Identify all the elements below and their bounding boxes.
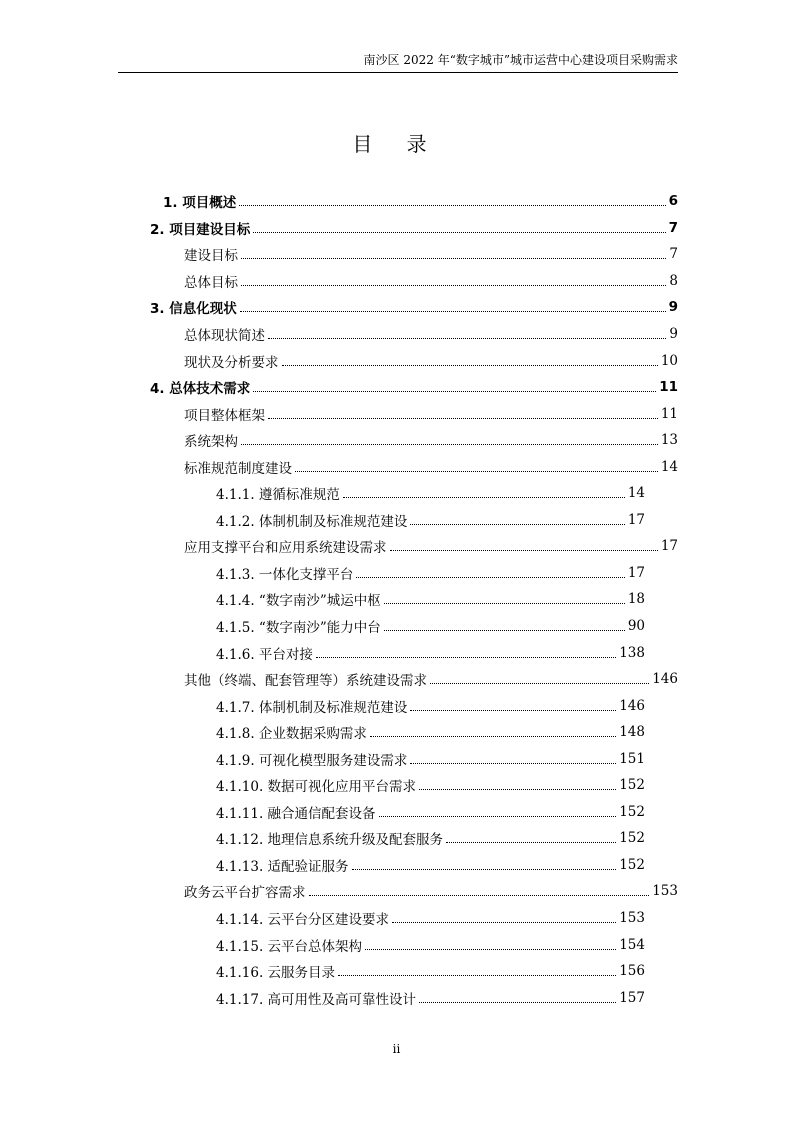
toc-entry[interactable]	[184, 241, 678, 268]
toc-entry-label: 4.1.15. 云平台总体架构	[216, 938, 363, 955]
toc-entry[interactable]	[216, 825, 645, 852]
toc-entry-page: 9	[669, 326, 678, 342]
toc-dot-leader	[419, 788, 616, 790]
toc-dot-leader	[240, 310, 666, 312]
toc-entry-page: 154	[619, 936, 645, 953]
toc-entry[interactable]	[184, 268, 678, 295]
toc-entry-label: 4. 总体技术需求	[150, 381, 251, 398]
toc-entry[interactable]	[216, 560, 645, 587]
toc-entry-page: 17	[627, 564, 645, 581]
toc-dot-leader	[419, 1001, 616, 1003]
toc-entry[interactable]	[184, 666, 678, 693]
toc-entry[interactable]	[216, 745, 645, 772]
toc-entry-page: 152	[619, 803, 645, 820]
toc-entry-label: 4.1.11. 融合通信配套设备	[216, 805, 376, 822]
toc-entry-page: 7	[669, 246, 678, 263]
toc-entry[interactable]	[216, 480, 645, 507]
toc-entry-page: 153	[652, 883, 678, 900]
toc-dot-leader	[392, 921, 616, 923]
toc-entry[interactable]	[216, 639, 645, 666]
table-of-contents	[0, 188, 793, 1011]
toc-entry[interactable]	[150, 215, 678, 242]
toc-entry[interactable]	[150, 294, 678, 321]
toc-entry-label: 其他（终端、配套管理等）系统建设需求	[184, 673, 427, 690]
toc-entry-label: 4.1.13. 适配验证服务	[216, 858, 349, 875]
toc-dot-leader	[384, 629, 625, 631]
toc-entry-page: 18	[627, 591, 645, 608]
toc-dot-leader	[253, 390, 656, 392]
toc-entry-page: 90	[627, 618, 645, 635]
toc-entry[interactable]	[184, 878, 678, 905]
toc-entry[interactable]	[216, 799, 645, 826]
toc-dot-leader	[370, 735, 616, 737]
toc-entry-page: 148	[619, 724, 645, 741]
toc-entry-label: 4.1.6. 平台对接	[216, 646, 313, 663]
toc-entry-label: 4.1.5. “数字南沙”能力中台	[216, 620, 381, 637]
toc-dot-leader	[379, 815, 617, 817]
toc-entry-label: 4.1.4. “数字南沙”城运中枢	[216, 593, 381, 610]
toc-entry-label: 4.1.3. 一体化支撑平台	[216, 566, 354, 583]
toc-entry-page: 17	[627, 511, 645, 528]
toc-entry[interactable]	[216, 931, 645, 958]
toc-entry-label: 4.1.10. 数据可视化应用平台需求	[216, 779, 417, 796]
toc-entry-label: 4.1.14. 云平台分区建设要求	[216, 912, 390, 929]
toc-dot-leader	[410, 523, 624, 525]
toc-dot-leader	[239, 204, 665, 206]
page-number: ii	[392, 1042, 401, 1056]
toc-entry-label: 系统架构	[184, 434, 238, 451]
toc-dot-leader	[410, 762, 616, 764]
toc-entry-label: 项目整体框架	[184, 407, 265, 424]
toc-entry-page: 8	[669, 272, 678, 289]
toc-entry[interactable]	[184, 347, 678, 374]
toc-dot-leader	[390, 549, 658, 551]
toc-entry-page: 146	[619, 697, 645, 714]
toc-entry[interactable]	[216, 586, 645, 613]
toc-entry-label: 1. 项目概述	[163, 195, 237, 212]
toc-dot-leader	[365, 948, 616, 950]
toc-entry[interactable]	[216, 958, 645, 985]
toc-dot-leader	[309, 894, 650, 896]
toc-dot-leader	[268, 417, 658, 419]
toc-dot-leader	[338, 974, 616, 976]
toc-entry-label: 3. 信息化现状	[150, 301, 237, 318]
toc-entry-page: 10	[660, 352, 678, 369]
toc-entry-label: 4.1.2. 体制机制及标准规范建设	[216, 513, 408, 530]
toc-entry-page: 152	[619, 830, 645, 847]
toc-entry-page: 138	[619, 644, 645, 661]
toc-dot-leader	[352, 868, 617, 870]
toc-entry[interactable]	[216, 905, 645, 932]
toc-entry-label: 4.1.8. 企业数据采购需求	[216, 726, 367, 743]
toc-entry-page: 6	[668, 193, 678, 210]
header-divider	[118, 72, 678, 73]
toc-entry[interactable]	[216, 852, 645, 879]
toc-entry[interactable]	[184, 427, 678, 454]
toc-dot-leader	[295, 470, 658, 472]
toc-entry-page: 14	[660, 458, 678, 475]
toc-entry-page: 13	[660, 432, 678, 449]
toc-entry-page: 153	[619, 910, 645, 927]
toc-entry-page: 151	[619, 750, 645, 767]
toc-entry[interactable]	[216, 692, 645, 719]
toc-entry[interactable]	[216, 613, 645, 640]
toc-entry-label: 总体现状简述	[184, 328, 265, 344]
toc-entry-page: 9	[668, 299, 678, 316]
toc-entry-page: 11	[659, 379, 678, 396]
toc-entry[interactable]	[216, 772, 645, 799]
toc-entry[interactable]	[216, 507, 645, 534]
toc-entry-label: 2. 项目建设目标	[150, 221, 251, 238]
toc-entry-page: 152	[619, 856, 645, 873]
toc-dot-leader	[241, 284, 666, 286]
toc-entry[interactable]	[184, 400, 678, 427]
toc-entry-label: 总体目标	[184, 274, 238, 291]
toc-entry-page: 11	[660, 405, 678, 422]
toc-dot-leader	[316, 656, 616, 658]
toc-entry-page: 156	[619, 963, 645, 980]
running-header: 南沙区 2022 年“数字城市”城市运营中心建设项目采购需求	[363, 53, 678, 67]
toc-entry-page: 14	[627, 485, 645, 502]
toc-entry[interactable]	[150, 374, 678, 401]
toc-entry-label: 现状及分析要求	[184, 354, 279, 371]
toc-entry-page: 7	[668, 219, 678, 236]
toc-dot-leader	[384, 602, 625, 604]
toc-entry-label: 标准规范制度建设	[184, 460, 292, 477]
toc-dot-leader	[253, 231, 665, 233]
toc-entry-page: 146	[652, 671, 678, 688]
toc-entry-label: 4.1.9. 可视化模型服务建设需求	[216, 752, 408, 769]
toc-entry-page: 152	[619, 777, 645, 794]
toc-dot-leader	[430, 682, 649, 684]
toc-dot-leader	[268, 337, 666, 339]
toc-dot-leader	[241, 443, 658, 445]
toc-entry-label: 4.1.1. 遵循标准规范	[216, 487, 340, 504]
toc-entry-label: 应用支撑平台和应用系统建设需求	[184, 540, 387, 557]
toc-entry-page: 17	[660, 538, 678, 555]
toc-entry-label: 政务云平台扩容需求	[184, 885, 306, 902]
toc-dot-leader	[282, 364, 658, 366]
toc-entry[interactable]	[184, 453, 678, 480]
toc-entry[interactable]	[216, 719, 645, 746]
toc-dot-leader	[356, 576, 624, 578]
toc-entry-label: 4.1.17. 高可用性及高可靠性设计	[216, 991, 417, 1008]
toc-dot-leader	[241, 257, 666, 259]
toc-title: 目 录	[352, 132, 441, 156]
toc-entry[interactable]	[163, 188, 678, 215]
toc-dot-leader	[410, 709, 616, 711]
toc-entry[interactable]	[184, 533, 678, 560]
toc-entry-label: 4.1.7. 体制机制及标准规范建设	[216, 699, 408, 716]
toc-entry-label: 建设目标	[184, 248, 238, 265]
toc-dot-leader	[446, 841, 616, 843]
toc-entry-label: 4.1.12. 地理信息系统升级及配套服务	[216, 832, 444, 849]
toc-entry[interactable]	[216, 984, 645, 1011]
toc-entry[interactable]	[184, 321, 678, 348]
toc-dot-leader	[343, 496, 625, 498]
toc-entry-page: 157	[619, 989, 645, 1006]
toc-entry-label: 4.1.16. 云服务目录	[216, 965, 336, 982]
